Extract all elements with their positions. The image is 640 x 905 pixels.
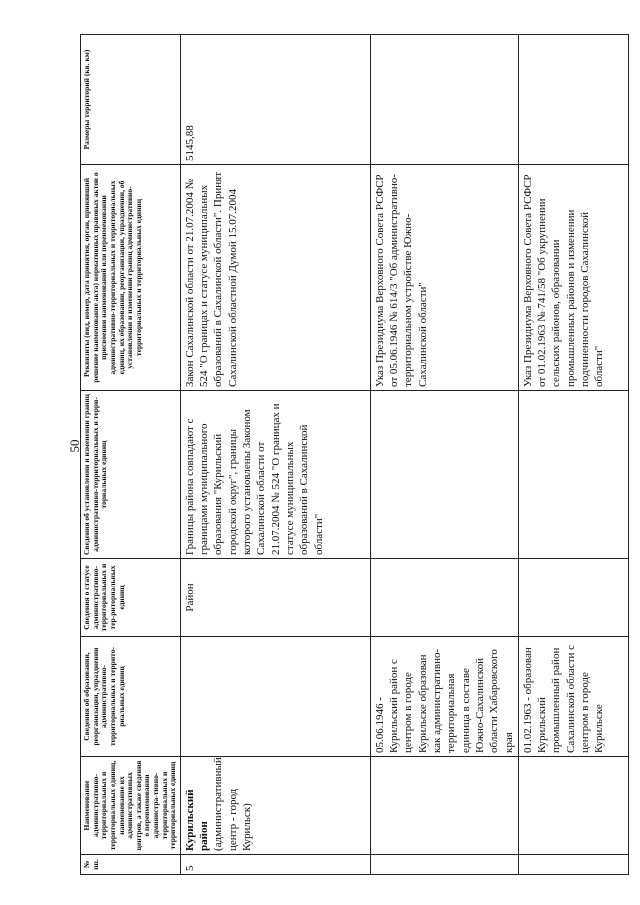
page-number: 50	[67, 439, 82, 453]
row-status: Район	[180, 559, 370, 637]
row-name	[180, 757, 370, 855]
header-num: № пп.	[81, 855, 181, 875]
header-name: Наименование административно-территориальных и территориальных единиц, наименование их административных центров, а также сведения о переименовании администра-тивно-территориальных и территориальных единиц	[81, 757, 181, 855]
row-borders: Границы района совпадают с границами муниципального образования "Курильский городской округ", границы которого установлены Законом Сахалинской области от 21.07.2004 № 524 "О границах и статусе муниципальных образований в Сахалинской области"	[180, 391, 370, 559]
registry-table	[80, 34, 629, 875]
header-acts: Реквизиты (вид, номер, дата принятия, орган, принявший решение наименование акта) нормативных правовых актов о присвоении наименований или переименовании административно-территориальных и территориальных единиц, их образовании, реорганизации, упразднении, об установлении и изменении границ административно-территориальных и территориальных единиц	[81, 165, 181, 391]
district-center: (административный центр - город Курильск)	[212, 757, 254, 851]
header-size: Размеры территорий (кв. км)	[81, 35, 181, 165]
table-row	[180, 35, 370, 875]
document-sheet	[80, 35, 606, 875]
row-formation	[180, 637, 370, 757]
sub2-formation: 01.02.1963 - образован Курильский промышленный район Сахалинской области с центром в городе Курильске	[518, 637, 628, 757]
row-num: 5	[180, 855, 370, 875]
table-header-row	[81, 35, 181, 875]
header-formation: Сведения об образовании, реорганизации, упразднении административно-территориальных и террито-риальных единиц	[81, 637, 181, 757]
sub2-acts: Указ Президиума Верховного Совета РСФСР от 01.02.1963 № 741/58 "Об укрупнении сельских районов, образовании промышленных районов и изменении подчиненности городов Сахалинской области"	[518, 165, 628, 391]
row-acts: Закон Сахалинской области от 21.07.2004 № 524 "О границах и статусе муниципальных образований в Сахалинской области". Принят Сахалинской областной Думой 15.07.2004	[180, 165, 370, 391]
table-row	[518, 35, 628, 875]
header-status: Сведения о статусе административно-территориальных и тер-риториальных единиц	[81, 559, 181, 637]
table-row	[370, 35, 518, 875]
row-size: 5145,88	[180, 35, 370, 165]
sub1-acts: Указ Президиума Верховного Совета РСФСР от 05.06.1946 № 614/3 "Об административно-территориальном устройстве Южно-Сахалинской области"	[370, 165, 518, 391]
district-name: Курильский район	[183, 789, 211, 851]
sub1-formation: 05.06.1946 - Курильский район с центром в городе Курильске образован как административно-территориальная единица в составе Южно-Сахалинской области Хабаровского края	[370, 637, 518, 757]
header-borders: Сведения об установлении и изменении границ административно-территориальных и терри-ториальных единиц	[81, 391, 181, 559]
